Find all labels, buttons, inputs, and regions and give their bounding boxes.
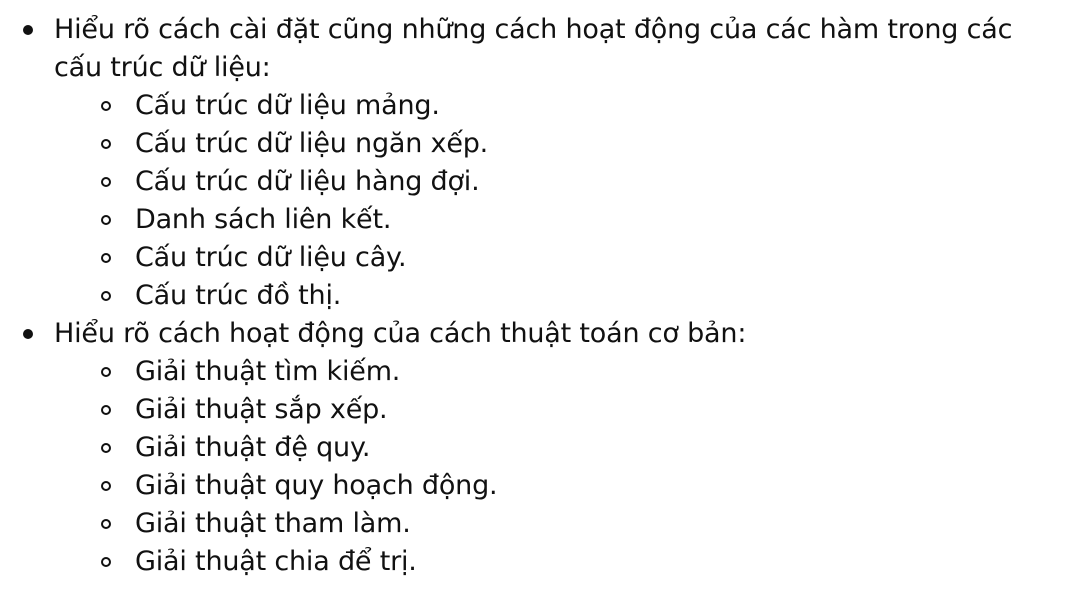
sub-list-item (135, 353, 1058, 391)
sub-list-item-text: Giải thuật quy hoạch động. (135, 470, 498, 501)
sub-list-item (135, 543, 1058, 581)
sub-list-item (135, 125, 1058, 163)
sub-list-item (135, 391, 1058, 429)
list-item-algorithms (54, 315, 1058, 581)
list-item-text: Hiểu rõ cách hoạt động của cách thuật toán cơ bản: (54, 318, 747, 349)
sub-list-item (135, 87, 1058, 125)
sub-list-item-text: Danh sách liên kết. (135, 204, 392, 235)
sub-list-data-structures (54, 87, 1058, 315)
sub-list-item-text: Giải thuật tham làm. (135, 508, 411, 539)
sub-list-item (135, 467, 1058, 505)
list-item-data-structures (54, 11, 1058, 315)
sub-list-item (135, 201, 1058, 239)
sub-list-item (135, 277, 1058, 315)
sub-list-item (135, 163, 1058, 201)
sub-list-item-text: Cấu trúc dữ liệu cây. (135, 242, 407, 273)
sub-list-item-text: Cấu trúc dữ liệu hàng đợi. (135, 166, 480, 197)
sub-list-item-text: Giải thuật đệ quy. (135, 432, 371, 463)
sub-list-item-text: Giải thuật chia để trị. (135, 546, 417, 577)
list-item-text: Hiểu rõ cách cài đặt cũng những cách hoạt động của các hàm trong các cấu trúc dữ liệu: (54, 14, 1013, 83)
sub-list-item (135, 505, 1058, 543)
sub-list-item (135, 429, 1058, 467)
bullet-list (0, 11, 1058, 581)
sub-list-item-text: Giải thuật tìm kiếm. (135, 356, 401, 387)
sub-list-algorithms (54, 353, 1058, 581)
sub-list-item-text: Giải thuật sắp xếp. (135, 394, 388, 425)
sub-list-item-text: Cấu trúc dữ liệu ngăn xếp. (135, 128, 489, 159)
sub-list-item (135, 239, 1058, 277)
sub-list-item-text: Cấu trúc dữ liệu mảng. (135, 90, 440, 121)
sub-list-item-text: Cấu trúc đồ thị. (135, 280, 342, 311)
